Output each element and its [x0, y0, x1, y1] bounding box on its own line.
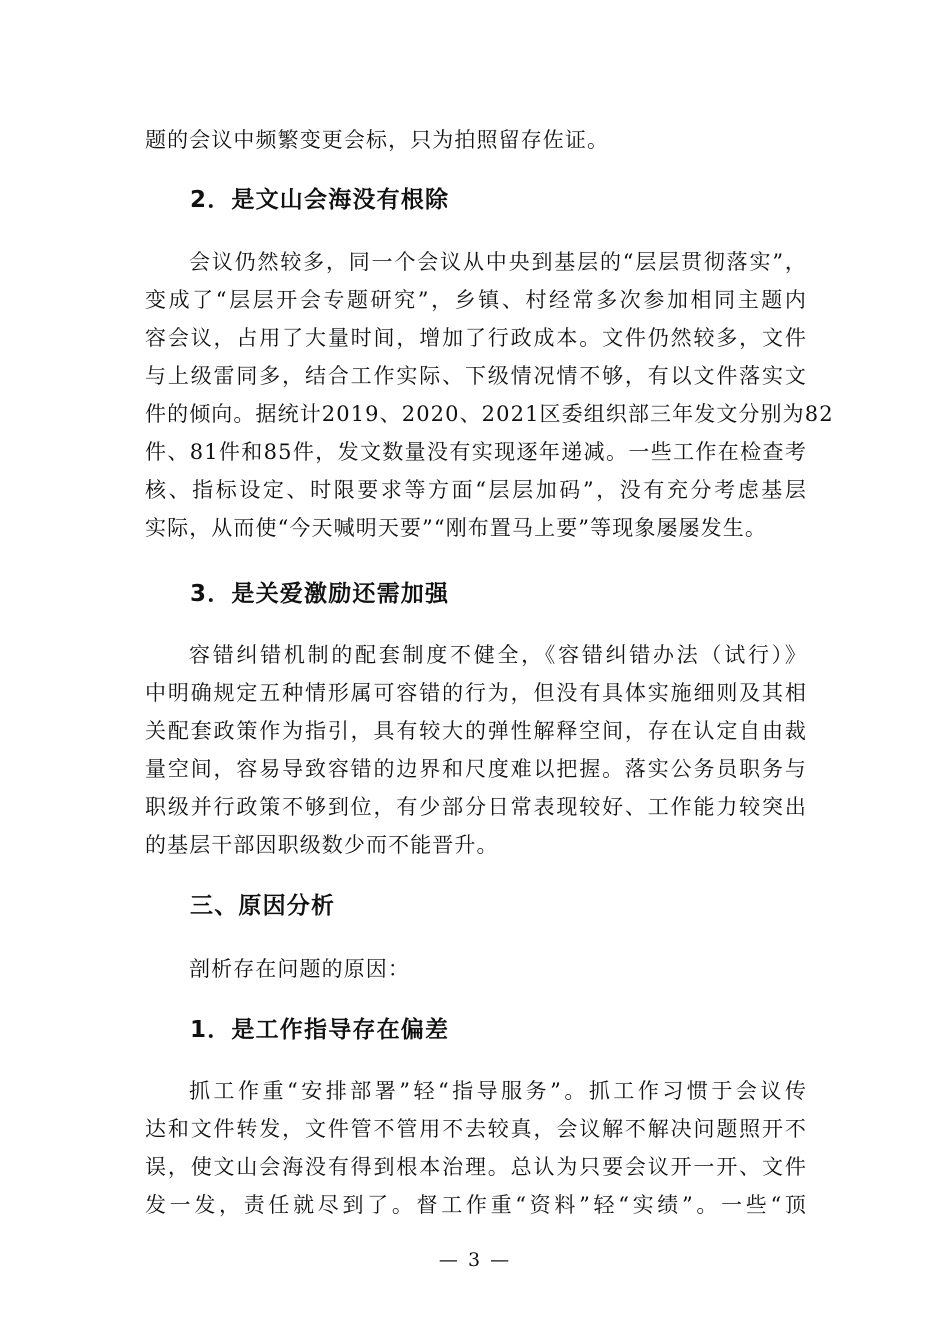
text-line: 剖析存在问题的原因：	[189, 957, 410, 981]
text-line: 达和文件转发，文件管不管用不去较真，会议解不解决问题照开不	[145, 1117, 807, 1141]
text-line: 件的倾向。据统计2019、2020、2021区委组织部三年发文分别为82	[145, 402, 834, 426]
text-line: 会议仍然较多，同一个会议从中央到基层的“层层贯彻落实”，	[189, 250, 807, 274]
text-line: 题的会议中频繁变更会标，只为拍照留存佐证。	[145, 128, 610, 152]
section-heading: 三、原因分析	[190, 893, 336, 919]
paragraph-3	[145, 636, 807, 864]
text-line: 关配套政策作为指引，具有较大的弹性解释空间，存在认定自由裁	[145, 719, 807, 743]
text-line: 核、指标设定、时限要求等方面“层层加码”，没有充分考虑基层	[145, 478, 807, 502]
heading-1: 1．是工作指导存在偏差	[190, 1017, 450, 1043]
text-line: 的基层干部因职级数少而不能晋升。	[145, 833, 499, 857]
page-number: — 3 —	[438, 1249, 512, 1271]
heading-2: 2．是文山会海没有根除	[190, 187, 450, 213]
text-line: 抓工作重“安排部署”轻“指导服务”。抓工作习惯于会议传	[189, 1079, 807, 1103]
text-line: 发一发，责任就尽到了。督工作重“资料”轻“实绩”。一些“顶	[145, 1193, 807, 1217]
paragraph-intro	[145, 950, 807, 988]
paragraph-continuation	[145, 121, 807, 159]
text-line: 容会议，占用了大量时间，增加了行政成本。文件仍然较多，文件	[145, 326, 807, 350]
text-line: 件、81件和85件，发文数量没有实现逐年递减。一些工作在检查考	[145, 440, 807, 464]
heading-3: 3．是关爱激励还需加强	[190, 581, 450, 607]
text-line: 中明确规定五种情形属可容错的行为，但没有具体实施细则及其相	[145, 681, 807, 705]
text-line: 职级并行政策不够到位，有少部分日常表现较好、工作能力较突出	[145, 795, 807, 819]
text-line: 实际，从而使“今天喊明天要”“刚布置马上要”等现象屡屡发生。	[145, 516, 767, 540]
text-line: 误，使文山会海没有得到根本治理。总认为只要会议开一开、文件	[145, 1155, 807, 1179]
text-line: 与上级雷同多，结合工作实际、下级情况情不够，有以文件落实文	[145, 364, 807, 388]
paragraph-1	[145, 1072, 807, 1224]
text-line: 变成了“层层开会专题研究”，乡镇、村经常多次参加相同主题内	[145, 288, 807, 312]
text-line: 容错纠错机制的配套制度不健全，《容错纠错办法（试行）》	[189, 643, 807, 667]
paragraph-2	[145, 243, 834, 547]
text-line: 量空间，容易导致容错的边界和尺度难以把握。落实公务员职务与	[145, 757, 807, 781]
